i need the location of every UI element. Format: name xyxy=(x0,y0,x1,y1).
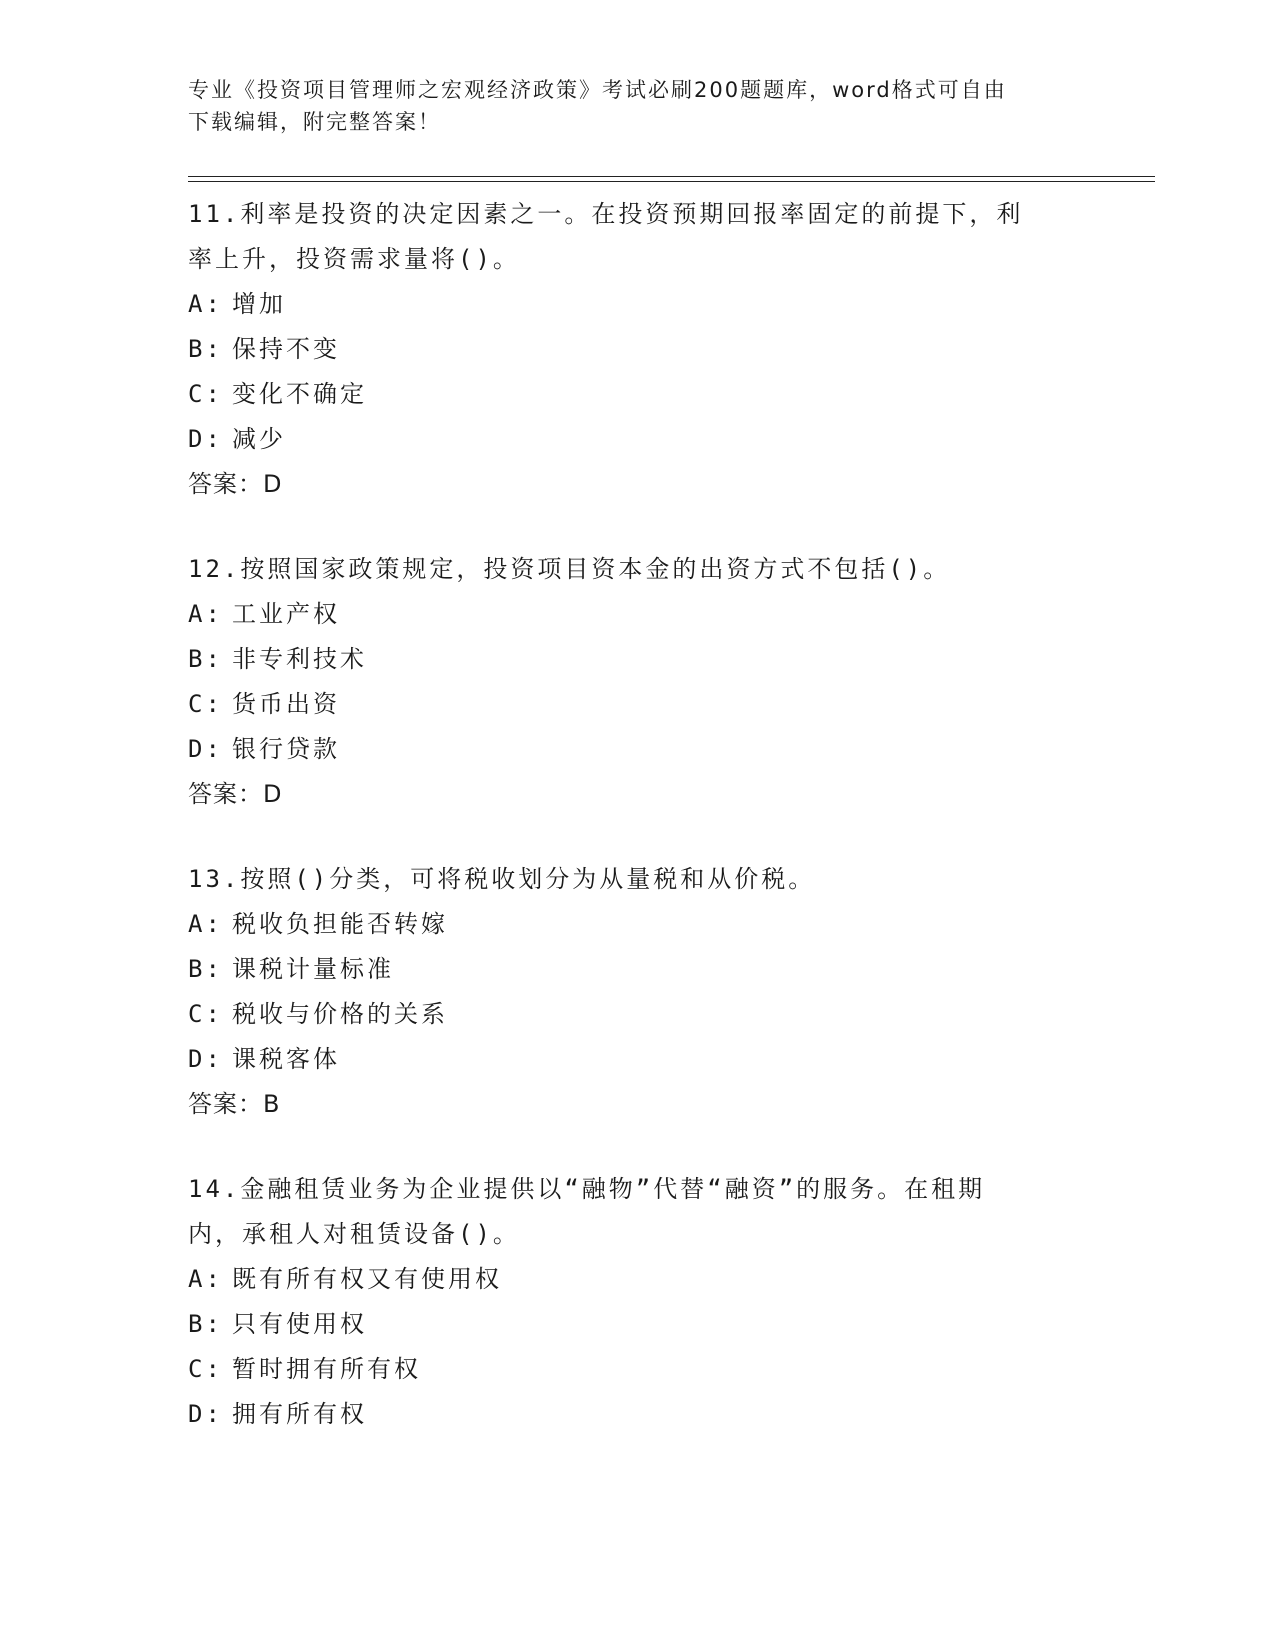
option-letter: C: xyxy=(188,380,223,408)
option-letter: A: xyxy=(188,290,223,318)
option-letter: A: xyxy=(188,1265,223,1293)
answer-option xyxy=(188,372,1088,417)
answer-option xyxy=(188,1037,1088,1082)
answer-option xyxy=(188,592,1088,637)
option-text: 既有所有权又有使用权 xyxy=(232,1265,502,1293)
answer-option xyxy=(188,1257,1088,1302)
option-text: 拥有所有权 xyxy=(232,1400,367,1428)
option-text: 货币出资 xyxy=(232,690,340,718)
option-letter: D: xyxy=(188,1045,223,1073)
question-stem-line: 内，承租人对租赁设备()。 xyxy=(188,1220,520,1248)
option-text: 暂时拥有所有权 xyxy=(232,1355,421,1383)
answer-key: 答案：B xyxy=(188,1090,281,1118)
question-list xyxy=(188,192,1088,1477)
question-block xyxy=(188,1167,1088,1437)
option-text: 只有使用权 xyxy=(232,1310,367,1338)
option-letter: B: xyxy=(188,955,223,983)
option-text: 变化不确定 xyxy=(232,380,367,408)
answer-option xyxy=(188,282,1088,327)
header-line-1: 专业《投资项目管理师之宏观经济政策》考试必刷200题题库，word格式可自由 xyxy=(188,78,1007,102)
answer-option xyxy=(188,1392,1088,1437)
option-letter: C: xyxy=(188,690,223,718)
question-stem-line: 率上升，投资需求量将()。 xyxy=(188,245,520,273)
option-text: 非专利技术 xyxy=(232,645,367,673)
answer-option xyxy=(188,1347,1088,1392)
option-letter: B: xyxy=(188,645,223,673)
answer-option xyxy=(188,327,1088,372)
option-text: 税收负担能否转嫁 xyxy=(232,910,448,938)
option-letter: D: xyxy=(188,735,223,763)
option-text: 课税计量标准 xyxy=(232,955,394,983)
option-text: 税收与价格的关系 xyxy=(232,1000,448,1028)
option-letter: B: xyxy=(188,335,223,363)
header-line-2: 下载编辑，附完整答案！ xyxy=(188,110,441,134)
option-letter: B: xyxy=(188,1310,223,1338)
answer-option xyxy=(188,947,1088,992)
header-divider-bottom xyxy=(188,181,1155,182)
answer-option xyxy=(188,992,1088,1037)
answer-option xyxy=(188,637,1088,682)
option-text: 减少 xyxy=(232,425,286,453)
question-stem-line: 13.按照()分类，可将税收划分为从量税和从价税。 xyxy=(188,865,816,893)
option-letter: C: xyxy=(188,1355,223,1383)
answer-option xyxy=(188,727,1088,772)
option-text: 课税客体 xyxy=(232,1045,340,1073)
option-text: 工业产权 xyxy=(232,600,340,628)
option-letter: A: xyxy=(188,600,223,628)
option-letter: A: xyxy=(188,910,223,938)
answer-option xyxy=(188,902,1088,947)
question-block xyxy=(188,547,1088,817)
answer-key: 答案：D xyxy=(188,780,283,808)
option-text: 保持不变 xyxy=(232,335,340,363)
option-letter: D: xyxy=(188,425,223,453)
question-block xyxy=(188,192,1088,507)
option-text: 银行贷款 xyxy=(232,735,340,763)
header-divider-top xyxy=(188,176,1155,177)
option-letter: C: xyxy=(188,1000,223,1028)
answer-option xyxy=(188,417,1088,462)
option-text: 增加 xyxy=(232,290,286,318)
question-stem-line: 12.按照国家政策规定，投资项目资本金的出资方式不包括()。 xyxy=(188,555,951,583)
answer-option xyxy=(188,682,1088,727)
question-stem-line: 11.利率是投资的决定因素之一。在投资预期回报率固定的前提下，利 xyxy=(188,200,1024,228)
question-stem-line: 14.金融租赁业务为企业提供以“融物”代替“融资”的服务。在租期 xyxy=(188,1175,986,1203)
question-block xyxy=(188,857,1088,1127)
answer-key: 答案：D xyxy=(188,470,283,498)
answer-option xyxy=(188,1302,1088,1347)
option-letter: D: xyxy=(188,1400,223,1428)
document-header xyxy=(188,74,1088,138)
